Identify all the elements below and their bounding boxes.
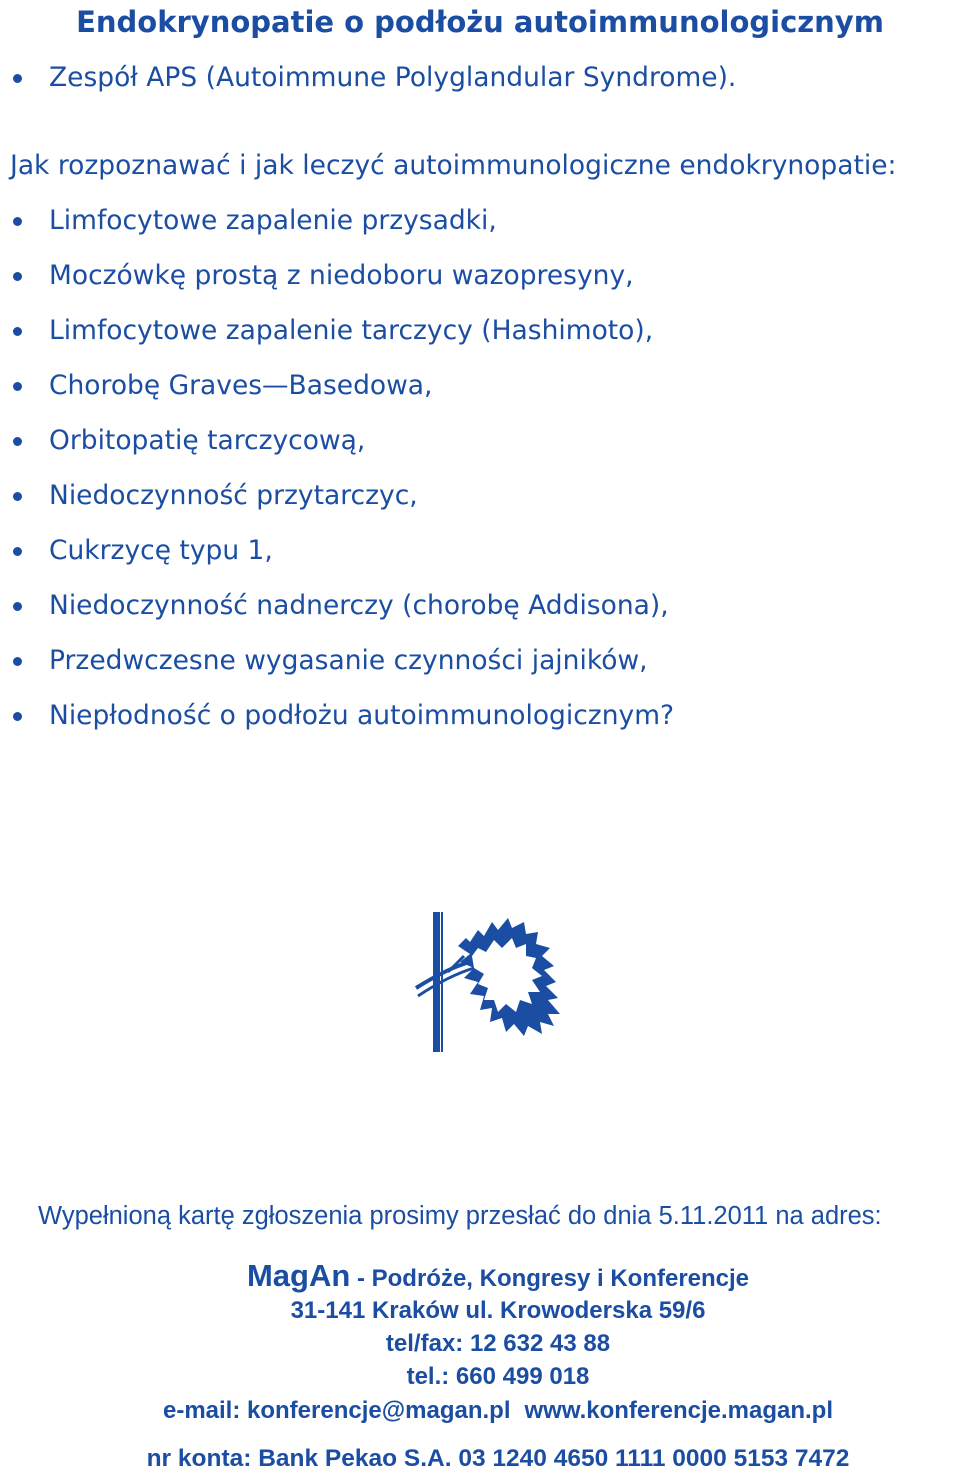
list-item xyxy=(0,578,674,633)
list-item-text: Niedoczynność nadnerczy (chorobę Addisona), xyxy=(49,590,669,621)
company-address: 31-141 Kraków ul. Krowoderska 59/6 xyxy=(290,1297,706,1324)
bullet-icon xyxy=(13,217,22,226)
company-phone: tel.: 660 499 018 xyxy=(406,1363,590,1390)
list-item-text: Orbitopatię tarczycową, xyxy=(49,425,366,456)
contact-links xyxy=(0,1394,960,1428)
list-item xyxy=(0,523,674,578)
list-item-text: Moczówkę prostą z niedoboru wazopresyny, xyxy=(49,260,634,291)
bullet-icon xyxy=(13,712,22,721)
list-item xyxy=(0,248,674,303)
list-item xyxy=(0,633,674,688)
list-item-text: Chorobę Graves—Basedowa, xyxy=(49,370,433,401)
list-item-text: Przedwczesne wygasanie czynności jajników, xyxy=(49,645,648,676)
bank-account: nr konta: Bank Pekao S.A. 03 1240 4650 1111 0000 5153 7472 xyxy=(146,1445,850,1472)
list-item xyxy=(0,193,674,248)
bullet-icon xyxy=(13,382,22,391)
bullet-icon xyxy=(13,74,22,83)
page-title: Endokrynopatie o podłożu autoimmunologicznym xyxy=(76,5,884,39)
bullet-icon xyxy=(13,327,22,336)
bullet-icon xyxy=(13,492,22,501)
list-item-text: Limfocytowe zapalenie tarczycy (Hashimoto), xyxy=(49,315,654,346)
brand-name: MagAn xyxy=(246,1258,351,1293)
website-link[interactable]: www.konferencje.magan.pl xyxy=(524,1397,834,1424)
list-item xyxy=(0,50,736,105)
list-item xyxy=(0,358,674,413)
list-item-text: Cukrzycę typu 1, xyxy=(49,535,273,566)
company-name xyxy=(0,1256,960,1299)
bullet-icon xyxy=(13,602,22,611)
submission-notice: Wypełnioną kartę zgłoszenia prosimy przesłać do dnia 5.11.2011 na adres: xyxy=(38,1202,882,1230)
email-link[interactable]: e-mail: konferencje@magan.pl xyxy=(162,1397,511,1424)
bullet-icon xyxy=(13,547,22,556)
bullet-icon xyxy=(13,272,22,281)
list-item xyxy=(0,468,674,523)
bullet-icon xyxy=(13,437,22,446)
list-item xyxy=(0,688,674,743)
list-item-text: Limfocytowe zapalenie przysadki, xyxy=(49,205,497,236)
list-item xyxy=(0,303,674,358)
syndrome-list xyxy=(0,50,736,105)
list-item-text: Zespół APS (Autoimmune Polyglandular Syndrome). xyxy=(49,62,737,93)
list-item-text: Niedoczynność przytarczyc, xyxy=(49,480,418,511)
disease-list xyxy=(0,193,674,743)
bullet-icon xyxy=(13,657,22,666)
section-question: Jak rozpoznawać i jak leczyć autoimmunologiczne endokrynopatie: xyxy=(10,150,897,181)
company-telfax: tel/fax: 12 632 43 88 xyxy=(385,1330,611,1357)
company-description: - Podróże, Kongresy i Konferencje xyxy=(350,1265,750,1292)
list-item-text: Niepłodność o podłożu autoimmunologicznym? xyxy=(49,700,675,731)
leaf-and-pole-logo-icon xyxy=(408,908,588,1058)
list-item xyxy=(0,413,674,468)
